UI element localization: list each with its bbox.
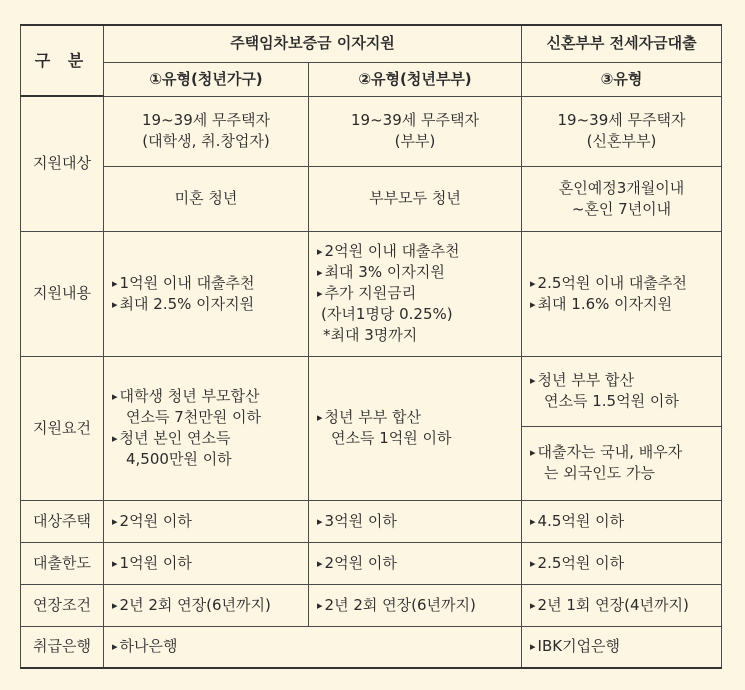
bullet-item: ▸ 2년 2회 연장(6년까지) (317, 596, 476, 614)
bank-type3 (522, 626, 722, 668)
cell-line: (신혼부부) (586, 132, 657, 150)
house-type2 (309, 500, 522, 542)
row-label-content: 지원내용 (21, 231, 104, 356)
cell-line: (자녀1명당 0.25%) (321, 305, 453, 323)
bullet-item: ▸ 2억원 이하 (112, 512, 192, 530)
cell-line: ~혼인 7년이내 (571, 199, 672, 218)
bullet-item: ▸ IBK기업은행 (530, 637, 620, 655)
cell-line: 연소득 7천만원 이하 (126, 408, 262, 426)
bullet-item: ▸ 청년 본인 연소득 (112, 428, 300, 449)
target-type1-b: 미혼 청년 (104, 166, 309, 231)
extension-type1 (104, 584, 309, 626)
house-type3 (522, 500, 722, 542)
bullet-item: ▸ 최대 2.5% 이자지원 (112, 294, 308, 315)
target-type1-a (104, 96, 309, 166)
target-type2-a (309, 96, 522, 166)
bullet-item: ▸ 2억원 이하 (317, 554, 397, 572)
cell-line: 19~39세 무주택자 (557, 111, 686, 129)
row-label-house: 대상주택 (21, 500, 104, 542)
row-label-bank: 취급은행 (21, 626, 104, 668)
cell-line: 연소득 1억원 이하 (331, 429, 452, 447)
requirement-type3-a (522, 356, 722, 426)
cell-line: 19~39세 무주택자 (351, 111, 479, 129)
bullet-item: ▸ 대출자는 국내, 배우자 (530, 442, 721, 463)
cell-line: (대학생, 취.창업자) (142, 132, 270, 150)
bullet-item: ▸ 최대 1.6% 이자지원 (530, 294, 721, 315)
bullet-item: ▸ 2.5억원 이하 (530, 554, 624, 572)
cell-line: 연소득 1.5억원 이하 (544, 392, 679, 410)
bullet-item: ▸ 3억원 이하 (317, 512, 397, 530)
cell-line: 혼인예정3개월이내 (558, 178, 685, 197)
bullet-item: ▸ 대학생 청년 부모합산 (112, 386, 300, 407)
bullet-item: ▸ 1억원 이하 (112, 554, 192, 572)
target-type2-b: 부부모두 청년 (309, 166, 522, 231)
row-label-extension: 연장조건 (21, 584, 104, 626)
header-newlywed-loan: 신혼부부 전세자금대출 (522, 25, 722, 62)
requirement-type1 (104, 356, 309, 500)
bullet-item: ▸ 4.5억원 이하 (530, 512, 624, 530)
bullet-item: ▸ 2.5억원 이내 대출추천 (530, 273, 721, 294)
requirement-type3-b (522, 426, 722, 500)
cell-line: *최대 3명까지 (323, 326, 418, 344)
extension-type3 (522, 584, 722, 626)
bullet-item: ▸ 추가 지원금리 (317, 283, 521, 304)
bullet-item: ▸ 1억원 이내 대출추천 (112, 273, 308, 294)
header-gubun: 구 분 (21, 25, 104, 96)
cell-line: 는 외국인도 가능 (544, 464, 655, 482)
requirement-type2 (309, 356, 522, 500)
loan-support-table (20, 24, 722, 669)
bullet-item: ▸ 최대 3% 이자지원 (317, 262, 521, 283)
house-type1 (104, 500, 309, 542)
cell-line: (부부) (394, 132, 436, 150)
row-label-limit: 대출한도 (21, 542, 104, 584)
content-type3 (522, 231, 722, 356)
bullet-item: ▸ 하나은행 (112, 637, 178, 655)
target-type3-a (522, 96, 722, 166)
header-type1: ①유형(청년가구) (104, 62, 309, 96)
row-label-target: 지원대상 (21, 96, 104, 231)
content-type1 (104, 231, 309, 356)
limit-type1 (104, 542, 309, 584)
bank-type1-2 (104, 626, 522, 668)
bullet-item: ▸ 2억원 이내 대출추천 (317, 241, 521, 262)
bullet-item: ▸ 2년 1회 연장(4년까지) (530, 596, 689, 614)
limit-type3 (522, 542, 722, 584)
header-housing-interest-support: 주택임차보증금 이자지원 (104, 25, 522, 62)
row-label-requirement: 지원요건 (21, 356, 104, 500)
bullet-item: ▸ 청년 부부 합산 (530, 370, 721, 391)
cell-line: 19~39세 무주택자 (142, 111, 270, 129)
content-type2 (309, 231, 522, 356)
bullet-item: ▸ 2년 2회 연장(6년까지) (112, 596, 271, 614)
target-type3-b (522, 166, 722, 231)
cell-line: 4,500만원 이하 (126, 450, 232, 468)
bullet-item: ▸ 청년 부부 합산 (317, 407, 521, 428)
extension-type2 (309, 584, 522, 626)
header-type3: ③유형 (522, 62, 722, 96)
header-type2: ②유형(청년부부) (309, 62, 522, 96)
limit-type2 (309, 542, 522, 584)
